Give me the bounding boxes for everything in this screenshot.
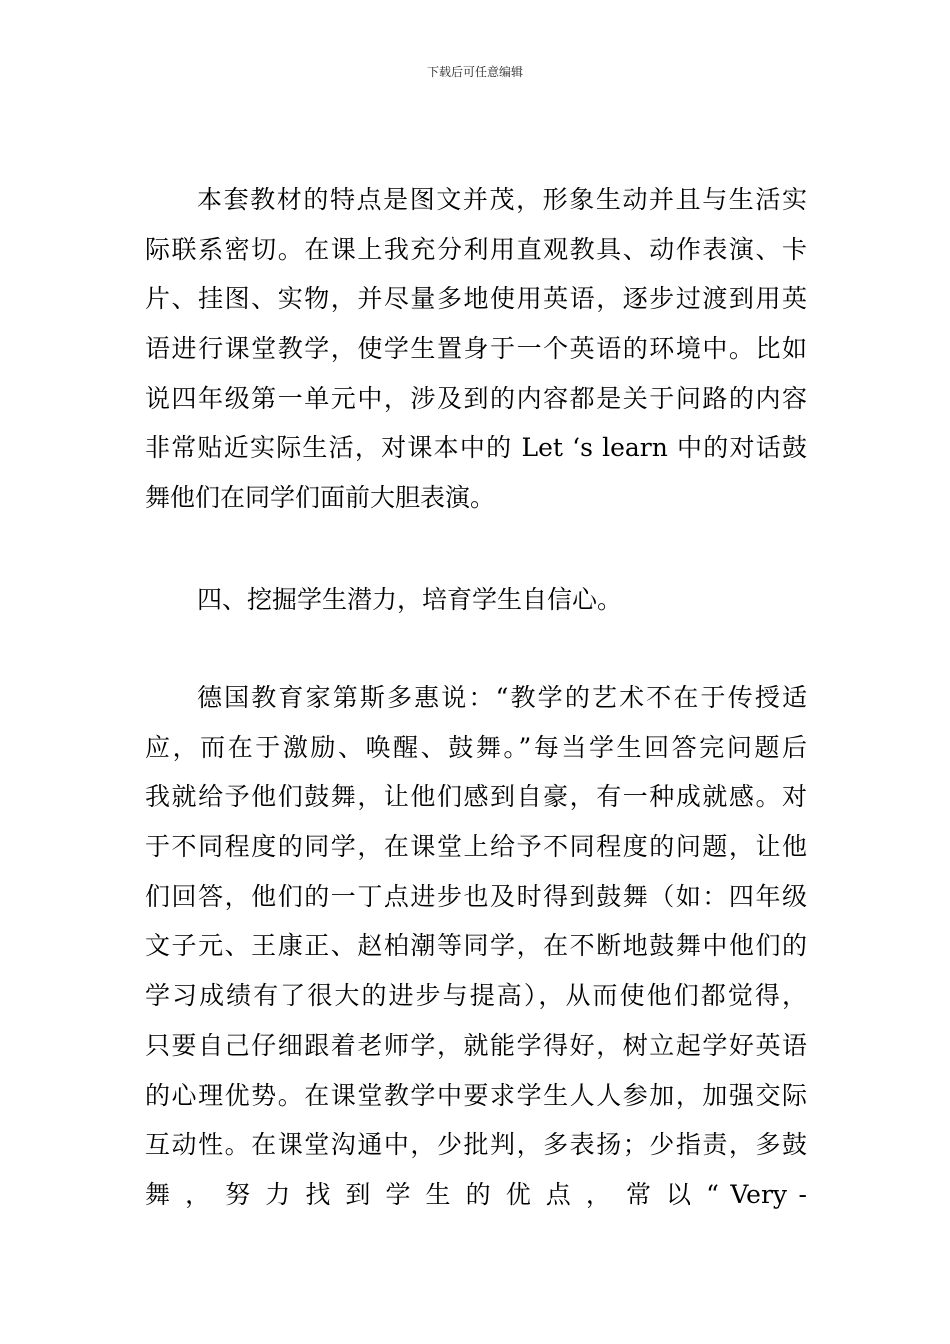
paragraph-line: 互动性。在课堂沟通中，少批判，多表扬；少指责，多鼓: [145, 1130, 807, 1160]
paragraph-line: 德国教育家第斯多惠说：“教学的艺术不在于传授适: [197, 683, 807, 712]
paragraph-encouragement: [145, 673, 807, 1220]
paragraph-line: 片、挂图、实物，并尽量多地使用英语，逐步过渡到用英: [145, 284, 807, 314]
paragraph-line: 应，而在于激励、唤醒、鼓舞。”每当学生回答完问题后: [145, 732, 807, 762]
paragraph-line: 只要自己仔细跟着老师学，就能学得好，树立起学好英语: [145, 1030, 807, 1060]
paragraph-line: 学习成绩有了很大的进步与提高），从而使他们都觉得，: [145, 981, 807, 1011]
paragraph-line: 说四年级第一单元中，涉及到的内容都是关于问路的内容: [145, 383, 807, 413]
page-header: 下载后可任意编辑: [426, 65, 523, 79]
paragraph-line: 舞 ， 努 力 找 到 学 生 的 优 点 ， 常 以 “ Very -: [145, 1179, 807, 1209]
paragraph-teaching-materials: [145, 175, 807, 523]
paragraph-line: 于不同程度的同学，在课堂上给予不同程度的问题，让他: [145, 832, 807, 862]
paragraph-line: 文子元、王康正、赵柏潮等同学，在不断地鼓舞中他们的: [145, 931, 807, 961]
paragraph-line: 舞他们在同学们面前大胆表演。: [145, 483, 496, 513]
paragraph-line: 本套教材的特点是图文并茂，形象生动并且与生活实: [197, 185, 807, 214]
paragraph-line: 语进行课堂教学，使学生置身于一个英语的环境中。比如: [145, 334, 807, 364]
section-heading-text: 四、挖掘学生潜力，培育学生自信心。: [197, 585, 623, 614]
paragraph-line: 们回答，他们的一丁点进步也及时得到鼓舞（如：四年级: [145, 881, 807, 911]
paragraph-line: 的心理优势。在课堂教学中要求学生人人参加，加强交际: [145, 1080, 807, 1110]
paragraph-line: 我就给予他们鼓舞，让他们感到自豪，有一种成就感。对: [145, 782, 807, 812]
paragraph-line: 际联系密切。在课上我充分利用直观教具、动作表演、卡: [145, 234, 807, 264]
paragraph-line: 非常贴近实际生活，对课本中的 Let ‘s learn 中的对话鼓: [145, 433, 807, 463]
section-heading: [145, 575, 807, 625]
